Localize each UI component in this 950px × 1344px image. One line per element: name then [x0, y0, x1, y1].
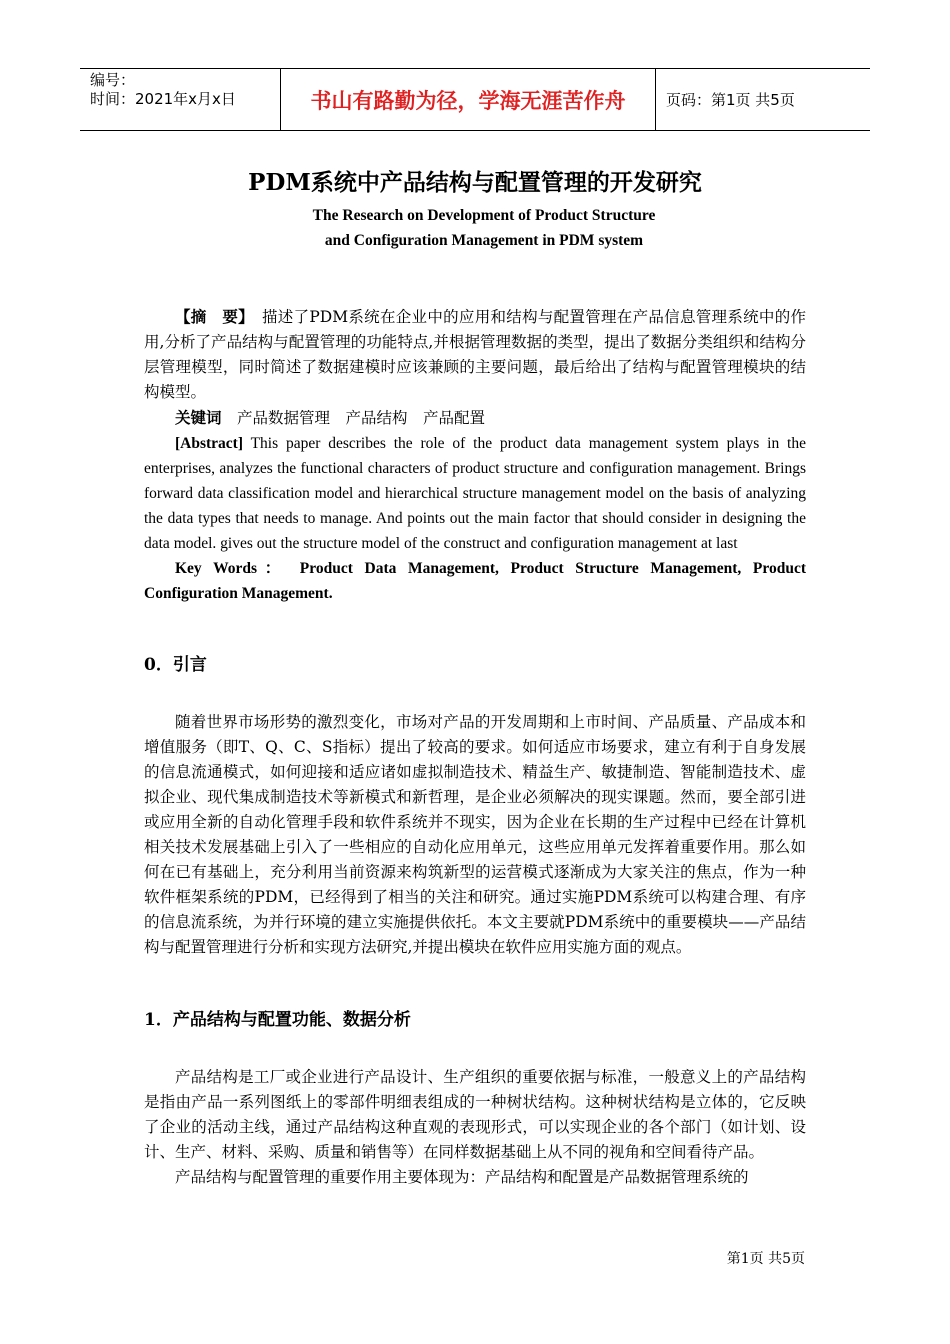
header-page-info: 页码：第1页 共5页 [666, 91, 795, 109]
english-title-line-2: and Configuration Management in PDM system [324, 232, 644, 249]
section-1-paragraph-1: 产品结构是工厂或企业进行产品设计、生产组织的重要依据与标准，一般意义上的产品结构是指由产品一系列图纸上的零部件明细表组成的一种树状结构。这种树状结构是立体的，它反映了企业的活动主线，通过产品结构这种直观的表现形式，可以实现企业的各个部门（如计划、设计、生产、材料、采购、质量和销售等）在同样数据基础上从不同的视角和空间看待产品。 [144, 1068, 806, 1161]
time-label: 时间：2021年x月x日 [90, 90, 236, 108]
section-1-body [144, 1065, 806, 1190]
page-footer: 第1页 共5页 [726, 1251, 805, 1267]
document-title: PDM系统中产品结构与配置管理的开发研究 [248, 169, 702, 196]
header-motto: 书山有路勤为径，学海无涯苦作舟 [281, 69, 656, 130]
keywords-cn [144, 405, 806, 431]
section-0-body [144, 710, 806, 960]
section-0-paragraph: 随着世界市场形势的激烈变化，市场对产品的开发周期和上市时间、产品质量、产品成本和增值服务（即T、Q、C、S指标）提出了较高的要求。如何适应市场要求，建立有利于自身发展的信息流通模式，如何迎接和适应诸如虚拟制造技术、精益生产、敏捷制造、智能制造技术、虚拟企业、现代集成制造技术等新模式和新哲理，是企业必须解决的现实课题。然而，要全部引进或应用全新的自动化管理手段和软件系统并不现实，因为企业在长期的生产过程中已经在计算机相关技术发展基础上引入了一些相应的自动化应用单元，这些应用单元发挥着重要作用。那么如何在已有基础上，充分利用当前资源来构筑新型的运营模式逐渐成为大家关注的焦点，作为一种软件框架系统的PDM，已经得到了相当的关注和研究。通过实施PDM系统可以构建合理、有序的信息流系统，为并行环境的建立实施提供依托。本文主要就PDM系统中的重要模块——产品结构与配置管理进行分析和实现方法研究,并提出模块在软件应用实施方面的观点。 [144, 713, 806, 956]
section-1-heading: 1．产品结构与配置功能、数据分析 [144, 1010, 411, 1030]
abstract-cn [144, 304, 806, 405]
abstract-cn-label: 【摘 要】 [175, 307, 247, 326]
keywords-en-text: Product Data Management, Product Structure Management, Product Configuration Management. [144, 560, 806, 602]
section-0-heading: 0．引言 [144, 655, 207, 675]
english-title-line-1: The Research on Development of Product Structure [312, 207, 656, 224]
keywords-cn-text: 产品数据管理 产品结构 产品配置 [221, 409, 486, 427]
keywords-en-label: Key Words： [175, 560, 289, 577]
abstract-cn-text: 描述了PDM系统在企业中的应用和结构与配置管理在产品信息管理系统中的作用,分析了产品结构与配置管理的功能特点,并根据管理数据的类型，提出了数据分类组织和结构分层管理模型，同时简述了数据建模时应该兼顾的主要问题，最后给出了结构与配置管理模块的结构模型。 [144, 308, 806, 401]
header-meta [80, 69, 281, 130]
keywords-cn-label: 关键词 [175, 408, 222, 427]
keywords-en [144, 556, 806, 606]
page-header [80, 68, 870, 131]
abstract-en-label: [Abstract] [175, 435, 244, 452]
number-label: 编号： [90, 71, 136, 89]
abstract-en [144, 431, 806, 556]
abstract-block [144, 304, 806, 606]
section-1-paragraph-2: 产品结构与配置管理的重要作用主要体现为：产品结构和配置是产品数据管理系统的 [175, 1168, 749, 1186]
abstract-en-text: This paper describes the role of the product data management system plays in the enterprises, analyzes the functional characters of product structure and configuration management. Brings forward data classification model and hierarchical structure management model on the basis of analyzing the data types that needs to manage. And points out the main factor that should consider in designing the data model. gives out the structure model of the construct and configuration management at last [144, 435, 806, 552]
